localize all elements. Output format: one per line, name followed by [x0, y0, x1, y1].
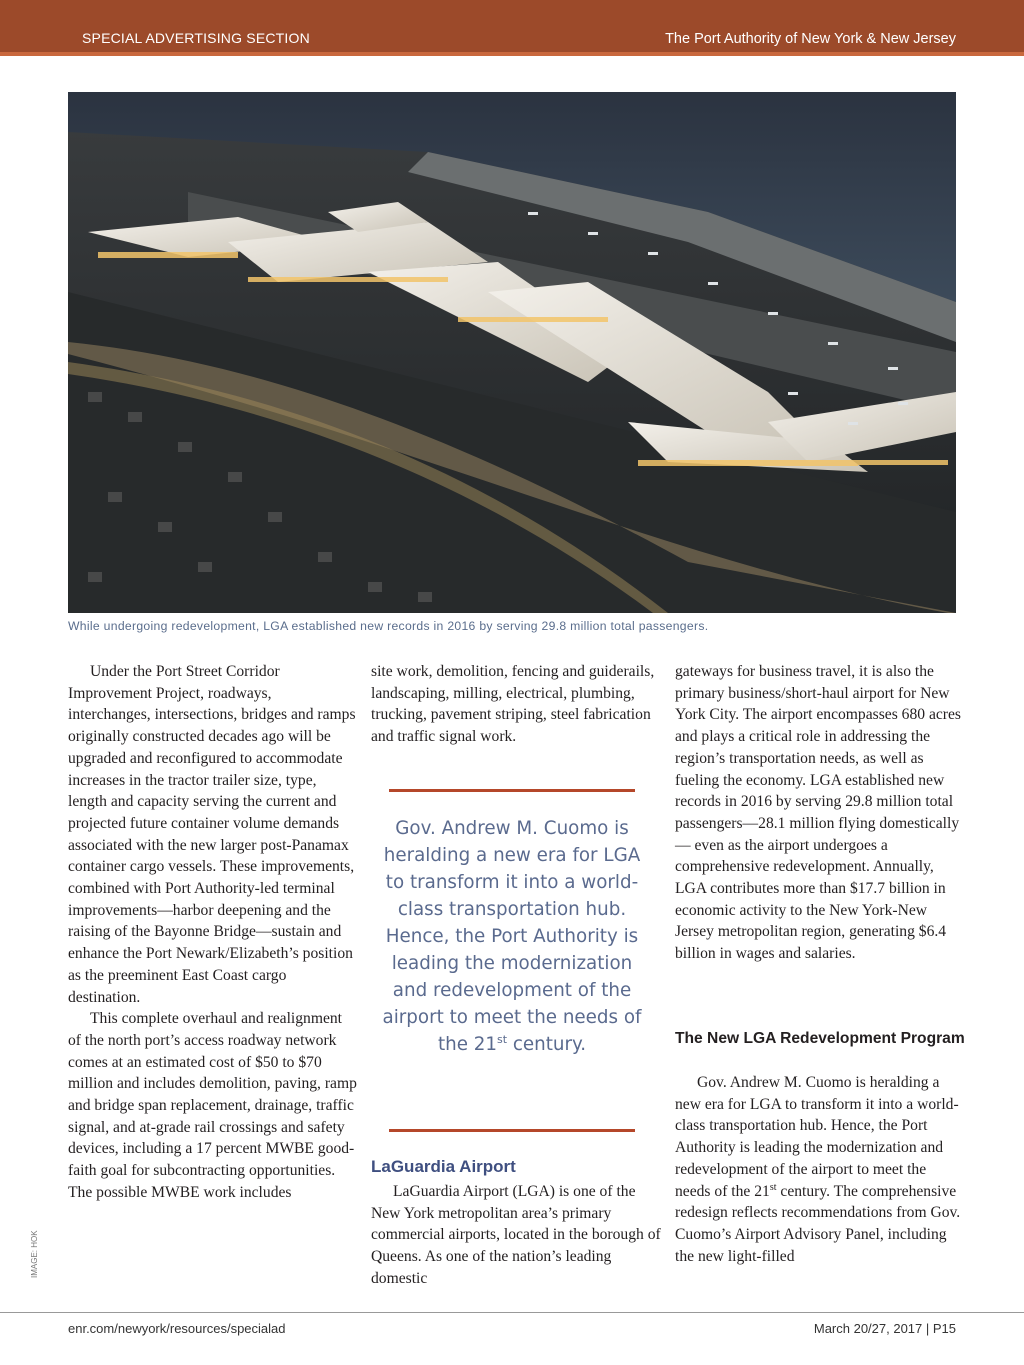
- column-2-lower: [371, 1181, 661, 1290]
- pull-quote-text: Gov. Andrew M. Cuomo is heralding a new era for LGA to transform it into a world-class transportation hub. Hence, the Port Authority is leading the modernization and redevelopment of the airport to meet the needs of the 21: [382, 818, 642, 1055]
- col3-paragraph-2: [675, 1072, 965, 1267]
- column-1: [68, 661, 358, 1204]
- section-label: SPECIAL ADVERTISING SECTION: [82, 30, 310, 46]
- column-3-lower: [675, 1072, 965, 1267]
- footer-url: enr.com/newyork/resources/specialad: [68, 1321, 286, 1336]
- column-3: [675, 661, 965, 965]
- aerial-airport-rendering: [68, 92, 956, 613]
- pull-quote-top-rule: [389, 789, 635, 792]
- header-accent-line: [0, 52, 1024, 56]
- footer-date-page: March 20/27, 2017 | P15: [813, 1321, 956, 1336]
- airport-rendering-illustration: [68, 92, 956, 613]
- col3-p2-sup: st: [769, 1181, 777, 1193]
- col2-paragraph-2: LaGuardia Airport (LGA) is one of the New York metropolitan area’s primary commercial airports, located in the borough of Queens. As one of the nation’s leading domestic: [371, 1183, 661, 1287]
- header-bar: [0, 0, 1024, 56]
- col3-p2-end: century. The comprehensive redesign reflects recommendations from Gov. Cuomo’s Airport Advisory Panel, including the new light-filled: [675, 1182, 961, 1265]
- pull-quote-bottom-rule: [389, 1129, 635, 1132]
- col1-paragraph-2: This complete overhaul and realignment of the north port’s access roadway network comes at an estimated cost of $50 to $70 million and includes demolition, paving, ramp and bridge span replacement, drainage, traffic signal, and at-grade rail crossings and safety devices, including a 17 percent MWBE good-faith goal for subcontracting opportunities. The possible MWBE work includes: [68, 1010, 357, 1201]
- col1-paragraph-1: Under the Port Street Corridor Improvement Project, roadways, interchanges, intersections, bridges and ramps originally constructed decades ago will be upgraded and reconfigured to accommodate increases in the tractor trailer size, type, length and capacity serving the current and projected future container volume demands associated with the new larger post-Panamax container cargo vessels. These improvements, combined with Port Authority-led terminal improvements—harbor deepening and the raising of the Bayonne Bridge—sustain and enhance the Port Newark/Elizabeth’s position as the preeminent East Coast cargo destination.: [68, 663, 356, 1006]
- image-credit-text: IMAGE: HOK: [30, 1230, 39, 1278]
- col2-paragraph-1: site work, demolition, fencing and guiderails, landscaping, milling, electrical, plumbing, trucking, pavement striping, steel fabrication and traffic signal work.: [371, 663, 655, 746]
- column-2: [371, 661, 661, 748]
- pull-quote-end: century.: [507, 1034, 587, 1055]
- image-credit: [26, 1230, 76, 1278]
- laguardia-heading: LaGuardia Airport: [371, 1157, 516, 1176]
- redevelopment-heading: The New LGA Redevelopment Program: [675, 1030, 965, 1047]
- publisher-label: The Port Authority of New York & New Jersey: [665, 31, 956, 47]
- footer-rule: [0, 1312, 1024, 1313]
- pull-quote-sup: st: [497, 1032, 508, 1046]
- col3-paragraph-1: gateways for business travel, it is also the primary business/short-haul airport for New York City. The airport encompasses 680 acres and plays a critical role in addressing the region’s transportation needs, as well as fueling the economy. LGA established new records in 2016 by serving 29.8 million total passengers—28.1 million flying domestically— even as the airport undergoes a comprehensive redevelopment. Annually, LGA contributes more than $17.7 billion in economic activity to the New York-New Jersey metropolitan region, generating $6.4 billion in wages and salaries.: [675, 663, 961, 963]
- col3-p2-text: Gov. Andrew M. Cuomo is heralding a new era for LGA to transform it into a world-class transportation hub. Hence, the Port Authority is leading the modernization and redevelopment of the airport to meet the needs of the 21: [675, 1074, 959, 1200]
- photo-caption: While undergoing redevelopment, LGA established new records in 2016 by serving 29.8 million total passengers.: [68, 619, 709, 633]
- pull-quote: [380, 815, 644, 1058]
